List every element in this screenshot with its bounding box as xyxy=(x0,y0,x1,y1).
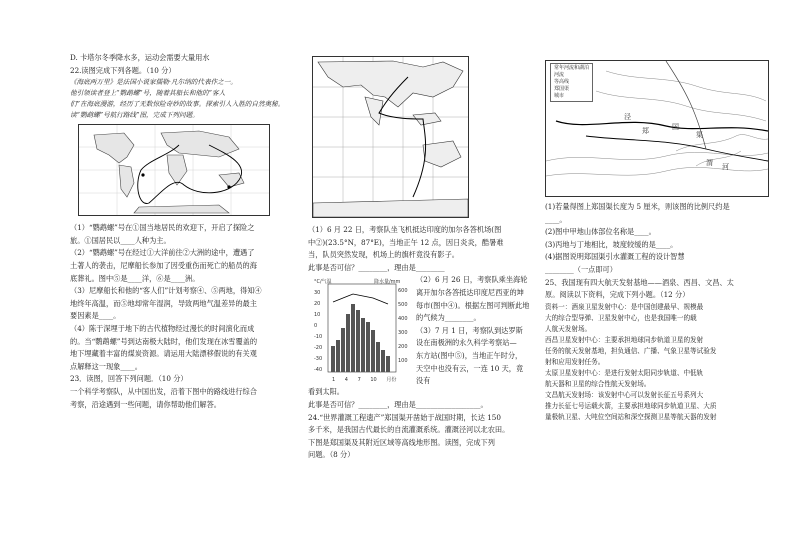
material-line: 任务的航天发射基地，担负通信、广播、气象卫星等试验发 xyxy=(545,346,717,355)
q22-heading: 22.读图完成下列各题。（10 分） xyxy=(70,65,176,75)
material-line: 航天器和卫星的综合性航天发射场。 xyxy=(545,379,651,388)
q23-line: 天空中也没有云，一连 10 天，竟没有 xyxy=(416,363,524,386)
tick: 600 xyxy=(398,288,408,295)
q22-intro-line: 读“鹦鹉螺”号航行路线”图，完成下列问题。 xyxy=(70,111,199,120)
q23-line: （1）6 月 22 日，考察队坐飞机抵达印度的加尔各答机场(图 xyxy=(308,225,502,234)
q23-text-line: 考察，沿途遇到一些问题，请你帮助他们解答。 xyxy=(70,399,221,409)
route-map-figure xyxy=(313,57,468,217)
q22-line: （4）陈于深埋于地下的古代植物经过漫长的时间演化而成 xyxy=(70,323,255,333)
q23-line: 的气候为________。 xyxy=(416,313,481,323)
q24-parts xyxy=(545,201,775,277)
tick: 20 xyxy=(314,301,321,308)
q23-parts-2 xyxy=(416,274,530,387)
q22-line: （1）“鹦鹉螺”号在①国当地居民的欢迎下，开启了探险之 xyxy=(70,223,255,233)
q22-parts xyxy=(70,222,288,373)
nautilus-route-map xyxy=(78,124,270,216)
column-3 xyxy=(545,0,775,423)
material-line: 推力长征七号运载火箭，主要承担地球同步轨道卫星、大质 xyxy=(545,401,717,410)
tick: -20 xyxy=(314,345,323,352)
map-place-label: 泾 xyxy=(624,113,631,121)
q23-line: 离开加尔各答抵达印度尼西亚的坤 xyxy=(416,287,524,297)
q22-line: 点解释这一现象____。 xyxy=(70,361,142,371)
map-place-label: 郑 xyxy=(642,127,649,135)
q22-intro-line: 《海底两万里》是法国小说家儒勒·凡尔纳的代表作之一。 xyxy=(70,78,237,87)
material-line: 量极轨卫星、大吨位空间站和深空探测卫星等航天器的发射 xyxy=(545,412,717,421)
q24-line: ____。 xyxy=(545,214,567,224)
tick: 200 xyxy=(398,344,408,351)
tick: 4 xyxy=(344,377,348,384)
zhengguo-canal-map xyxy=(545,60,769,197)
tick: 7 xyxy=(357,377,361,384)
q23-line: 此事是否可信？________，理由是__________________。 xyxy=(308,399,488,409)
q25-heading: 25、我国现有四大航天发射基地——酒泉、西昌、文昌、太 xyxy=(545,277,734,287)
tick: 300 xyxy=(398,330,408,337)
temperature-ticks xyxy=(314,288,322,376)
q23-text-line: 一个科学考察队，从中国出发，沿着下图中的路线进行综合 xyxy=(70,386,257,396)
tick: -30 xyxy=(314,356,323,363)
column-2 xyxy=(308,0,530,462)
tick: 10 xyxy=(370,377,377,384)
expedition-route-map xyxy=(312,56,469,218)
q23-line: （2）6 月 26 日，考察队乘坐海轮 xyxy=(416,275,528,285)
q25-heading: 原。阅读以下资料，完成下列小题。（12 分） xyxy=(545,290,690,300)
material-line: 西昌卫星发射中心：主要承担地球同步轨道卫星的发射 xyxy=(545,335,704,344)
tick: 1 xyxy=(332,377,336,384)
q24-line: 24.“世界灌溉工程遗产”郑国渠开凿始于战国时期，长达 150 xyxy=(308,412,501,422)
tick: 400 xyxy=(398,316,408,323)
legend-item: 等高线 xyxy=(554,79,570,85)
tick: 10 xyxy=(314,312,321,319)
q22-line: 土著人的袭击，尼摩船长参加了因受重伤而死亡的船员的海 xyxy=(70,260,257,270)
q22-line: 地终年高温，而⑤地却常年湿润，导致两地气温差异的最主 xyxy=(70,298,257,308)
q21-option-d: D. 卡塔尔冬季降水多，运动会需要大量用水 xyxy=(70,53,210,62)
q23-line: 东方站(图中⑤)，当地正午时分， xyxy=(416,350,523,360)
material-line: 太原卫星发射中心：是进行发射太阳同步轨道、中低轨 xyxy=(545,368,704,377)
tick: 100 xyxy=(398,358,408,365)
tick: -10 xyxy=(314,334,323,341)
q24-line: (1)若量得图上郑国渠长度为 5 厘米，则该图的比例尺约是 xyxy=(545,202,730,211)
climate-chart xyxy=(314,276,412,382)
q23-line: 当，队员突然发现，机场上的旗杆竟没有影子。 xyxy=(308,250,459,260)
q23-parts xyxy=(308,224,530,274)
tick: -40 xyxy=(314,367,323,374)
q22-line: 的。当“鹦鹉螺”号到达南极大陆时，他们发现在冰雪覆盖的 xyxy=(70,336,258,346)
q22-intro-line: 们”在海底漫游，经历了无数惊险奇妙的故事。探索引人入胜的自然奥秘。 xyxy=(70,100,285,109)
q22-line: （3）尼摩船长和他的“客人们”计划考察④、⑤两地，得知④ xyxy=(70,286,262,296)
q23-line: 看到太阳。 xyxy=(308,387,344,397)
q22-intro xyxy=(70,77,288,121)
world-map-figure xyxy=(79,125,269,215)
tick: 30 xyxy=(314,290,321,297)
map-place-label: 渭 xyxy=(706,159,713,167)
q23-line: 每市(图中④)。根据左图可判断此地 xyxy=(416,300,530,310)
q23-line: 中②)(23.5°N，87°E)，当地正午 12 点，因日炎炎，酷暑难 xyxy=(308,237,504,247)
q24-line: (2)图中甲地山体部位名称是____。 xyxy=(545,227,656,237)
column-1 xyxy=(70,0,288,411)
q22-intro-line: 他引领读者登上“鹦鹉螺”号，随着其船长和他的“客人 xyxy=(70,89,226,98)
material-line: 人航天发射场。 xyxy=(545,324,592,333)
map-place-label: 河 xyxy=(722,163,729,171)
material-line: 资料一：酒泉卫星发射中心：是中国创建最早、规模最 xyxy=(545,302,704,311)
q24-line: ________（一点即可） xyxy=(545,264,617,274)
q24-line: 下图是郑国渠及其附近区域等高线地形图。读图，完成下列 xyxy=(308,437,495,447)
tick: 500 xyxy=(398,302,408,309)
q23-line: （3）7 月 1 日，考察队到达罗斯 xyxy=(416,325,523,335)
temperature-axis-label: °C/气温 xyxy=(314,279,332,286)
precipitation-ticks xyxy=(398,284,408,368)
q22-line: 底葬礼。图中⑤是____洋，⑥是____洲。 xyxy=(70,273,200,283)
q22-line: 旅。①国居民以____人种为主。 xyxy=(70,235,171,245)
precipitation-axis-label: 降水量/mm xyxy=(374,279,401,286)
month-ticks xyxy=(332,374,396,387)
map-place-label: 国 xyxy=(672,123,679,131)
precipitation-bars xyxy=(331,304,390,372)
q23-heading: 23．读图，回答下列问题．（10 分） xyxy=(70,374,188,384)
q23-line: 设在南极洲的永久科学考察站— xyxy=(416,338,517,348)
q24-line: (3)丙地与丁地相比，坡度较缓的是____。 xyxy=(545,239,678,249)
tick: 月份 xyxy=(386,377,397,384)
q23-line: 此事是否可信？________，理由是________ xyxy=(308,262,445,272)
climate-block xyxy=(308,274,530,386)
q25-material xyxy=(545,302,775,423)
q22-line: 地下埋藏着丰富的煤炭资源。请运用大陆漂移假说的有关观 xyxy=(70,349,257,359)
legend-item: 城市 xyxy=(554,93,565,99)
q22-line: （2）“鹦鹉螺”号在经过①大洋前往②大洲的途中，遭遇了 xyxy=(70,248,255,258)
map-legend xyxy=(550,63,593,102)
material-line: 文昌航天发射场：该发射中心可以发射长征五号系列大 xyxy=(545,390,704,399)
q24-line: (4)据图说明郑国渠引水灌溉工程的设计智慧 xyxy=(545,252,685,262)
legend-item: 河流 xyxy=(554,72,565,78)
material-line: 大的综合型导弹、卫星发射中心，也是我国唯一的载 xyxy=(545,313,697,322)
tick: 0 xyxy=(314,323,318,330)
material-line: 射和应用发射任务。 xyxy=(545,357,605,366)
legend-item: 常年河流和湖泊 xyxy=(554,65,590,71)
q24-line: 多千米，是我国古代最长的自流灌溉系统。灌溉泾河以北农田。 xyxy=(308,425,510,435)
q24-line: 问题。（8 分） xyxy=(308,450,355,460)
q22-line: 要因素是____。 xyxy=(70,311,121,321)
map-place-label: 渠 xyxy=(696,131,703,139)
legend-item: 郑国渠 xyxy=(554,86,570,92)
